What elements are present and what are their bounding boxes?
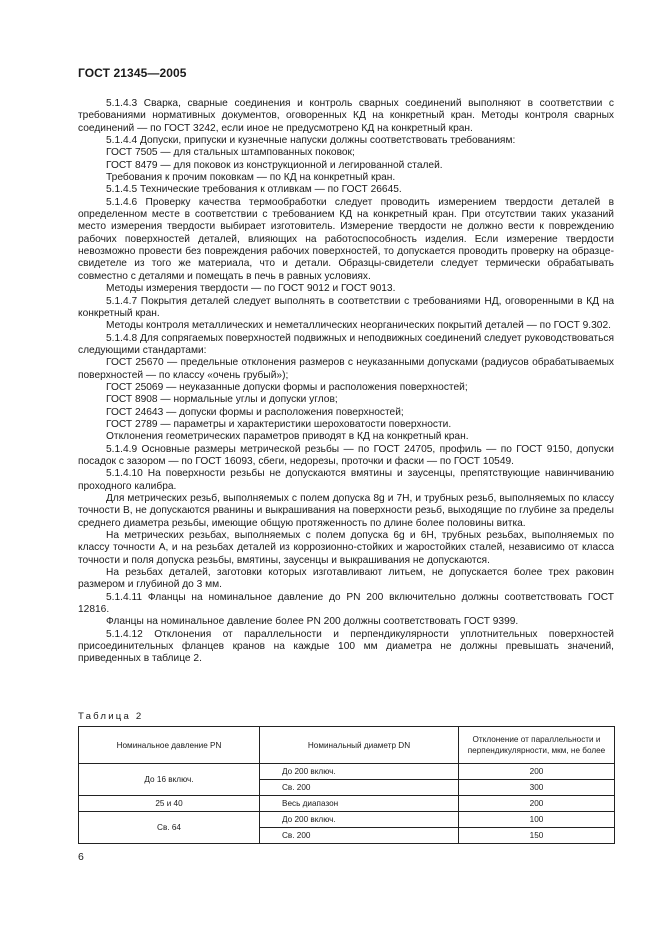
table-header-row [79, 727, 615, 764]
paragraph: ГОСТ 7505 — для стальных штампованных поковок; [106, 147, 355, 159]
paragraph: 5.1.4.3 Сварка, сварные соединения и контроль сварных соединений выполняют в соответствии с требованиями нормативных документов, оговоренных КД на конкретный кран. Методы контроля сварных соединений — по ГОСТ 3242, если иное не предусмотрено КД на конкретный кран. [78, 98, 614, 134]
paragraph: Методы измерения твердости — по ГОСТ 9012 и ГОСТ 9013. [106, 283, 396, 295]
body-text [78, 98, 614, 666]
paragraph: 5.1.4.5 Технические требования к отливкам — по ГОСТ 26645. [106, 184, 402, 196]
table-caption: Таблица 2 [78, 711, 144, 722]
paragraph: ГОСТ 8479 — для поковок из конструкционной и легированной сталей. [106, 159, 443, 171]
paragraph: Отклонения геометрических параметров приводят в КД на конкретный кран. [106, 431, 469, 443]
paragraph: 5.1.4.12 Отклонения от параллельности и перпендикулярности уплотнительных поверхностей присоединительных фланцев кранов на каждые 100 мм диаметра не должны превышать значений, приведенных в таблице 2. [78, 628, 614, 665]
paragraph: ГОСТ 8908 — нормальные углы и допуски углов; [106, 394, 338, 406]
paragraph: Требования к прочим поковкам — по КД на конкретный кран. [106, 172, 396, 184]
cell-deviation: 100 [459, 812, 615, 828]
page-number: 6 [78, 851, 84, 863]
cell-deviation: 150 [459, 828, 615, 844]
page-header-standard-title: ГОСТ 21345—2005 [78, 66, 187, 80]
cell-pn: Св. 64 [79, 812, 260, 844]
cell-dn: До 200 включ. [260, 764, 459, 780]
cell-pn: До 16 включ. [79, 764, 260, 796]
paragraph: 5.1.4.9 Основные размеры метрической резьбы — по ГОСТ 24705, профиль — по ГОСТ 9150, допуски посадок с зазором — по ГОСТ 16093, сбеги, недорезы, проточки и фаски — по ГОСТ 10549. [78, 443, 614, 467]
paragraph: На метрических резьбах, выполняемых с полем допуска 6g и 6H, трубных резьбах, выполняемых по классу точности А, и на резьбах деталей из коррозионно-стойких и жаростойких сталей, независимо от класса точности и поля допуска резьбы, вмятины, заусенцы и выкрашивания не допускаются. [78, 530, 614, 566]
paragraph: 5.1.4.4 Допуски, припуски и кузнечные напуски должны соответствовать требованиям: [106, 135, 516, 147]
paragraph: Методы контроля металлических и неметаллических неорганических покрытий деталей — по ГОСТ 9.302. [106, 320, 611, 332]
cell-pn: 25 и 40 [79, 796, 260, 812]
paragraph: Для метрических резьб, выполняемых с полем допуска 8g и 7H, и трубных резьб, выполняемых по классу точности B, не допускаются рванины и выкрашивания на поверхности резьб, выходящие по глубине за пределы среднего диаметра резьбы, имеющие общую протяженность по длине более половины витка. [78, 493, 614, 529]
paragraph: 5.1.4.8 Для сопрягаемых поверхностей подвижных и неподвижных соединений следует руководствоваться следующими стандартами: [78, 332, 614, 356]
cell-deviation: 300 [459, 780, 615, 796]
cell-dn: Весь диапазон [260, 796, 459, 812]
paragraph: ГОСТ 25670 — предельные отклонения размеров с неуказанными допусками (радиусов обрабатываемых поверхностей — по классу «очень грубый»); [78, 357, 614, 381]
paragraph: На резьбах деталей, заготовки которых изготавливают литьем, не допускается более трех раковин размером и глубиной до 3 мм. [78, 567, 614, 591]
table-row [79, 812, 615, 828]
paragraph: ГОСТ 2789 — параметры и характеристики шероховатости поверхности. [106, 418, 452, 430]
table-row [79, 764, 615, 780]
paragraph: 5.1.4.6 Проверку качества термообработки следует проводить измерением твердости деталей в определенном месте в соответствии с требованием КД на конкретный кран. При отсутствии таких указаний место измерения твердости выбирает изготовитель. Измерение твердости не должно вести к повреждению рабочих поверхностей деталей, влияющих на работоспособность изделия. Если измерение твердости невозможно провести без повреждения рабочих поверхностей, то допускается проводить проверку на образце-свидетеле из того же материала, что и детали. Образцы-свидетели следует термически обрабатывать совместно с деталями и помещать в печь в равных условиях. [78, 196, 614, 282]
header-deviation: Отклонение от параллельности и перпендикулярности, мкм, не более [459, 727, 615, 764]
table-2 [78, 726, 615, 844]
paragraph: 5.1.4.11 Фланцы на номинальное давление до PN 200 включительно должны соответствовать ГОСТ 12816. [78, 591, 614, 616]
cell-deviation: 200 [459, 796, 615, 812]
paragraph: Фланцы на номинальное давление более PN 200 должны соответствовать ГОСТ 9399. [106, 616, 519, 628]
paragraph: ГОСТ 24643 — допуски формы и расположения поверхностей; [106, 406, 404, 418]
cell-dn: До 200 включ. [260, 812, 459, 828]
paragraph: ГОСТ 25069 — неуказанные допуски формы и расположения поверхностей; [106, 381, 468, 393]
paragraph: 5.1.4.10 На поверхности резьбы не допускаются вмятины и заусенцы, препятствующие навинчиванию проходного калибра. [78, 468, 614, 492]
table-row [79, 796, 615, 812]
cell-dn: Св. 200 [260, 780, 459, 796]
cell-deviation: 200 [459, 764, 615, 780]
header-nominal-diameter: Номинальный диаметр DN [260, 727, 459, 764]
cell-dn: Св. 200 [260, 828, 459, 844]
header-nominal-pressure: Номинальное давление PN [79, 727, 260, 764]
paragraph: 5.1.4.7 Покрытия деталей следует выполнять в соответствии с требованиями НД, оговоренными в КД на конкретный кран. [78, 295, 614, 319]
